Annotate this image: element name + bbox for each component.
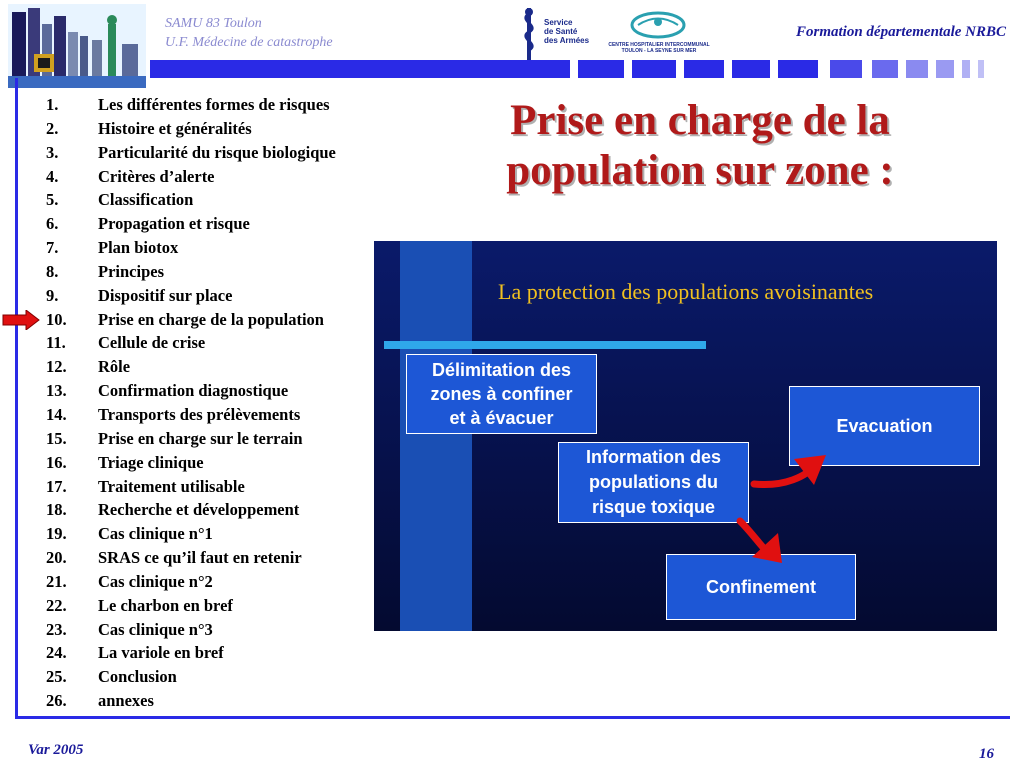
outline-item-number: 11. [46,333,66,353]
outline-item-number: 24. [46,643,67,663]
outline-item-number: 20. [46,548,67,568]
confinement-box: Confinement [666,554,856,620]
outline-item-number: 1. [46,95,59,114]
hospital-logo-line-2: TOULON - LA SEYNE SUR MER [621,48,697,54]
ssa-logo-line-1: Service [544,18,573,27]
bottom-border-line [15,716,1010,719]
hospital-logo [600,10,718,60]
evacuation-box: Evacuation [789,386,980,466]
outline-item [46,428,336,452]
outline-item-label: Cas clinique n°2 [98,571,213,591]
outline-item [46,94,336,118]
population-protection-diagram [374,241,997,631]
outline-item-number: 8. [46,261,59,281]
delimitation-line-1: Délimitation des [431,360,572,380]
outline-item [46,690,336,714]
current-item-arrow-icon [2,310,40,330]
ssa-logo-line-2: de Santé [544,27,578,36]
header-segment-bar [150,60,1010,78]
outline-item-number: 2. [46,118,59,138]
outline-item-label: Particularité du risque biologique [98,142,336,162]
outline-item-label: Traitement utilisable [98,476,245,496]
slide-title-line-2: population sur zone : [506,147,894,194]
outline-item-label: Confirmation diagnostique [98,381,289,401]
outline-item-label: Triage clinique [98,452,204,472]
outline-item-number: 6. [46,214,59,234]
ssa-logo-line-3: des Armées [544,36,590,45]
outline-item [46,189,336,213]
outline-item [46,452,336,476]
outline-item [46,213,336,237]
outline-item-number: 22. [46,595,67,615]
organization-line-2: U.F. Médecine de catastrophe [165,35,333,50]
organization-line-1: SAMU 83 Toulon [165,16,262,31]
outline-item-label: Prise en charge sur le terrain [98,428,303,448]
outline-item [46,595,336,619]
outline-item-label: Histoire et généralités [98,118,252,138]
outline-item [46,237,336,261]
outline-item [46,619,336,643]
outline-item-label: Plan biotox [98,238,179,258]
outline-item-label: Critères d’alerte [98,166,215,186]
outline-item-number: 9. [46,285,59,305]
page-number: 16 [979,746,994,762]
outline-item-label: Classification [98,190,194,210]
ssa-logo [510,6,600,62]
outline-item [46,666,336,690]
panel-heading: La protection des populations avoisinantes [498,279,874,304]
slide-title-line-1: Prise en charge de la [510,97,890,144]
course-outline-list [46,94,336,714]
outline-item [46,261,336,285]
information-line-3: risque toxique [591,497,715,517]
outline-item-label: La variole en bref [98,643,224,663]
outline-item-label: annexes [98,691,154,711]
outline-item-number: 23. [46,619,67,639]
caduceus-icon [514,6,544,62]
course-title: Formation départementale NRBC [795,24,1006,40]
outline-item-label: Recherche et développement [98,500,300,520]
outline-item-label: SRAS ce qu’il faut en retenir [98,548,302,568]
outline-item-number: 25. [46,667,67,687]
outline-item-label: Principes [98,261,164,281]
outline-item-number: 21. [46,571,67,591]
outline-item-label: Cellule de crise [98,333,206,353]
outline-item [46,523,336,547]
city-skyline-logo [8,4,146,88]
outline-item [46,404,336,428]
outline-item-number: 15. [46,428,67,448]
arrow-to-confinement-icon [740,521,782,563]
outline-item-label: Dispositif sur place [98,285,233,305]
outline-item-label: Rôle [98,357,131,377]
outline-item-number: 4. [46,166,59,186]
slide-title [440,96,960,196]
information-line-1: Information des [585,447,721,467]
organization-label [165,14,333,52]
outline-item [46,380,336,404]
outline-item [46,547,336,571]
outline-item [46,285,336,309]
delimitation-line-3: et à évacuer [449,408,554,428]
hospital-emblem-icon [628,10,688,40]
outline-item [46,571,336,595]
outline-item [46,309,336,333]
outline-item-label: Transports des prélèvements [98,404,301,424]
delimitation-line-2: zones à confiner [430,384,573,404]
arrow-to-evacuation-icon [754,455,826,485]
outline-item-number: 17. [46,476,67,496]
outline-item-number: 26. [46,691,67,711]
outline-item-number: 12. [46,357,67,377]
outline-item [46,142,336,166]
left-border-line [15,78,18,718]
outline-item-label: Propagation et risque [98,214,250,234]
outline-item [46,642,336,666]
outline-item-label: Conclusion [98,667,177,687]
outline-item-label: Cas clinique n°1 [98,524,213,544]
outline-item-number: 14. [46,404,67,424]
outline-item-number: 16. [46,452,67,472]
flow-arrows [374,241,997,631]
outline-item-number: 3. [46,142,59,162]
outline-item [46,356,336,380]
outline-item-number: 18. [46,500,67,520]
outline-item [46,476,336,500]
outline-item-label: Prise en charge de la population [98,309,324,329]
outline-item-number: 10. [46,309,67,329]
outline-item [46,499,336,523]
hospital-logo-line-1: CENTRE HOSPITALIER INTERCOMMUNAL [608,42,710,48]
outline-item-number: 13. [46,381,67,401]
outline-item-number: 19. [46,524,67,544]
information-line-2: populations du [589,472,718,492]
outline-item-label: Cas clinique n°3 [98,619,213,639]
outline-item-label: Le charbon en bref [98,595,233,615]
outline-item [46,166,336,190]
outline-item [46,332,336,356]
outline-item-number: 7. [46,238,59,258]
outline-item [46,118,336,142]
outline-item-label: Les différentes formes de risques [98,95,330,114]
outline-item-number: 5. [46,190,59,210]
footer-year: Var 2005 [28,742,84,758]
